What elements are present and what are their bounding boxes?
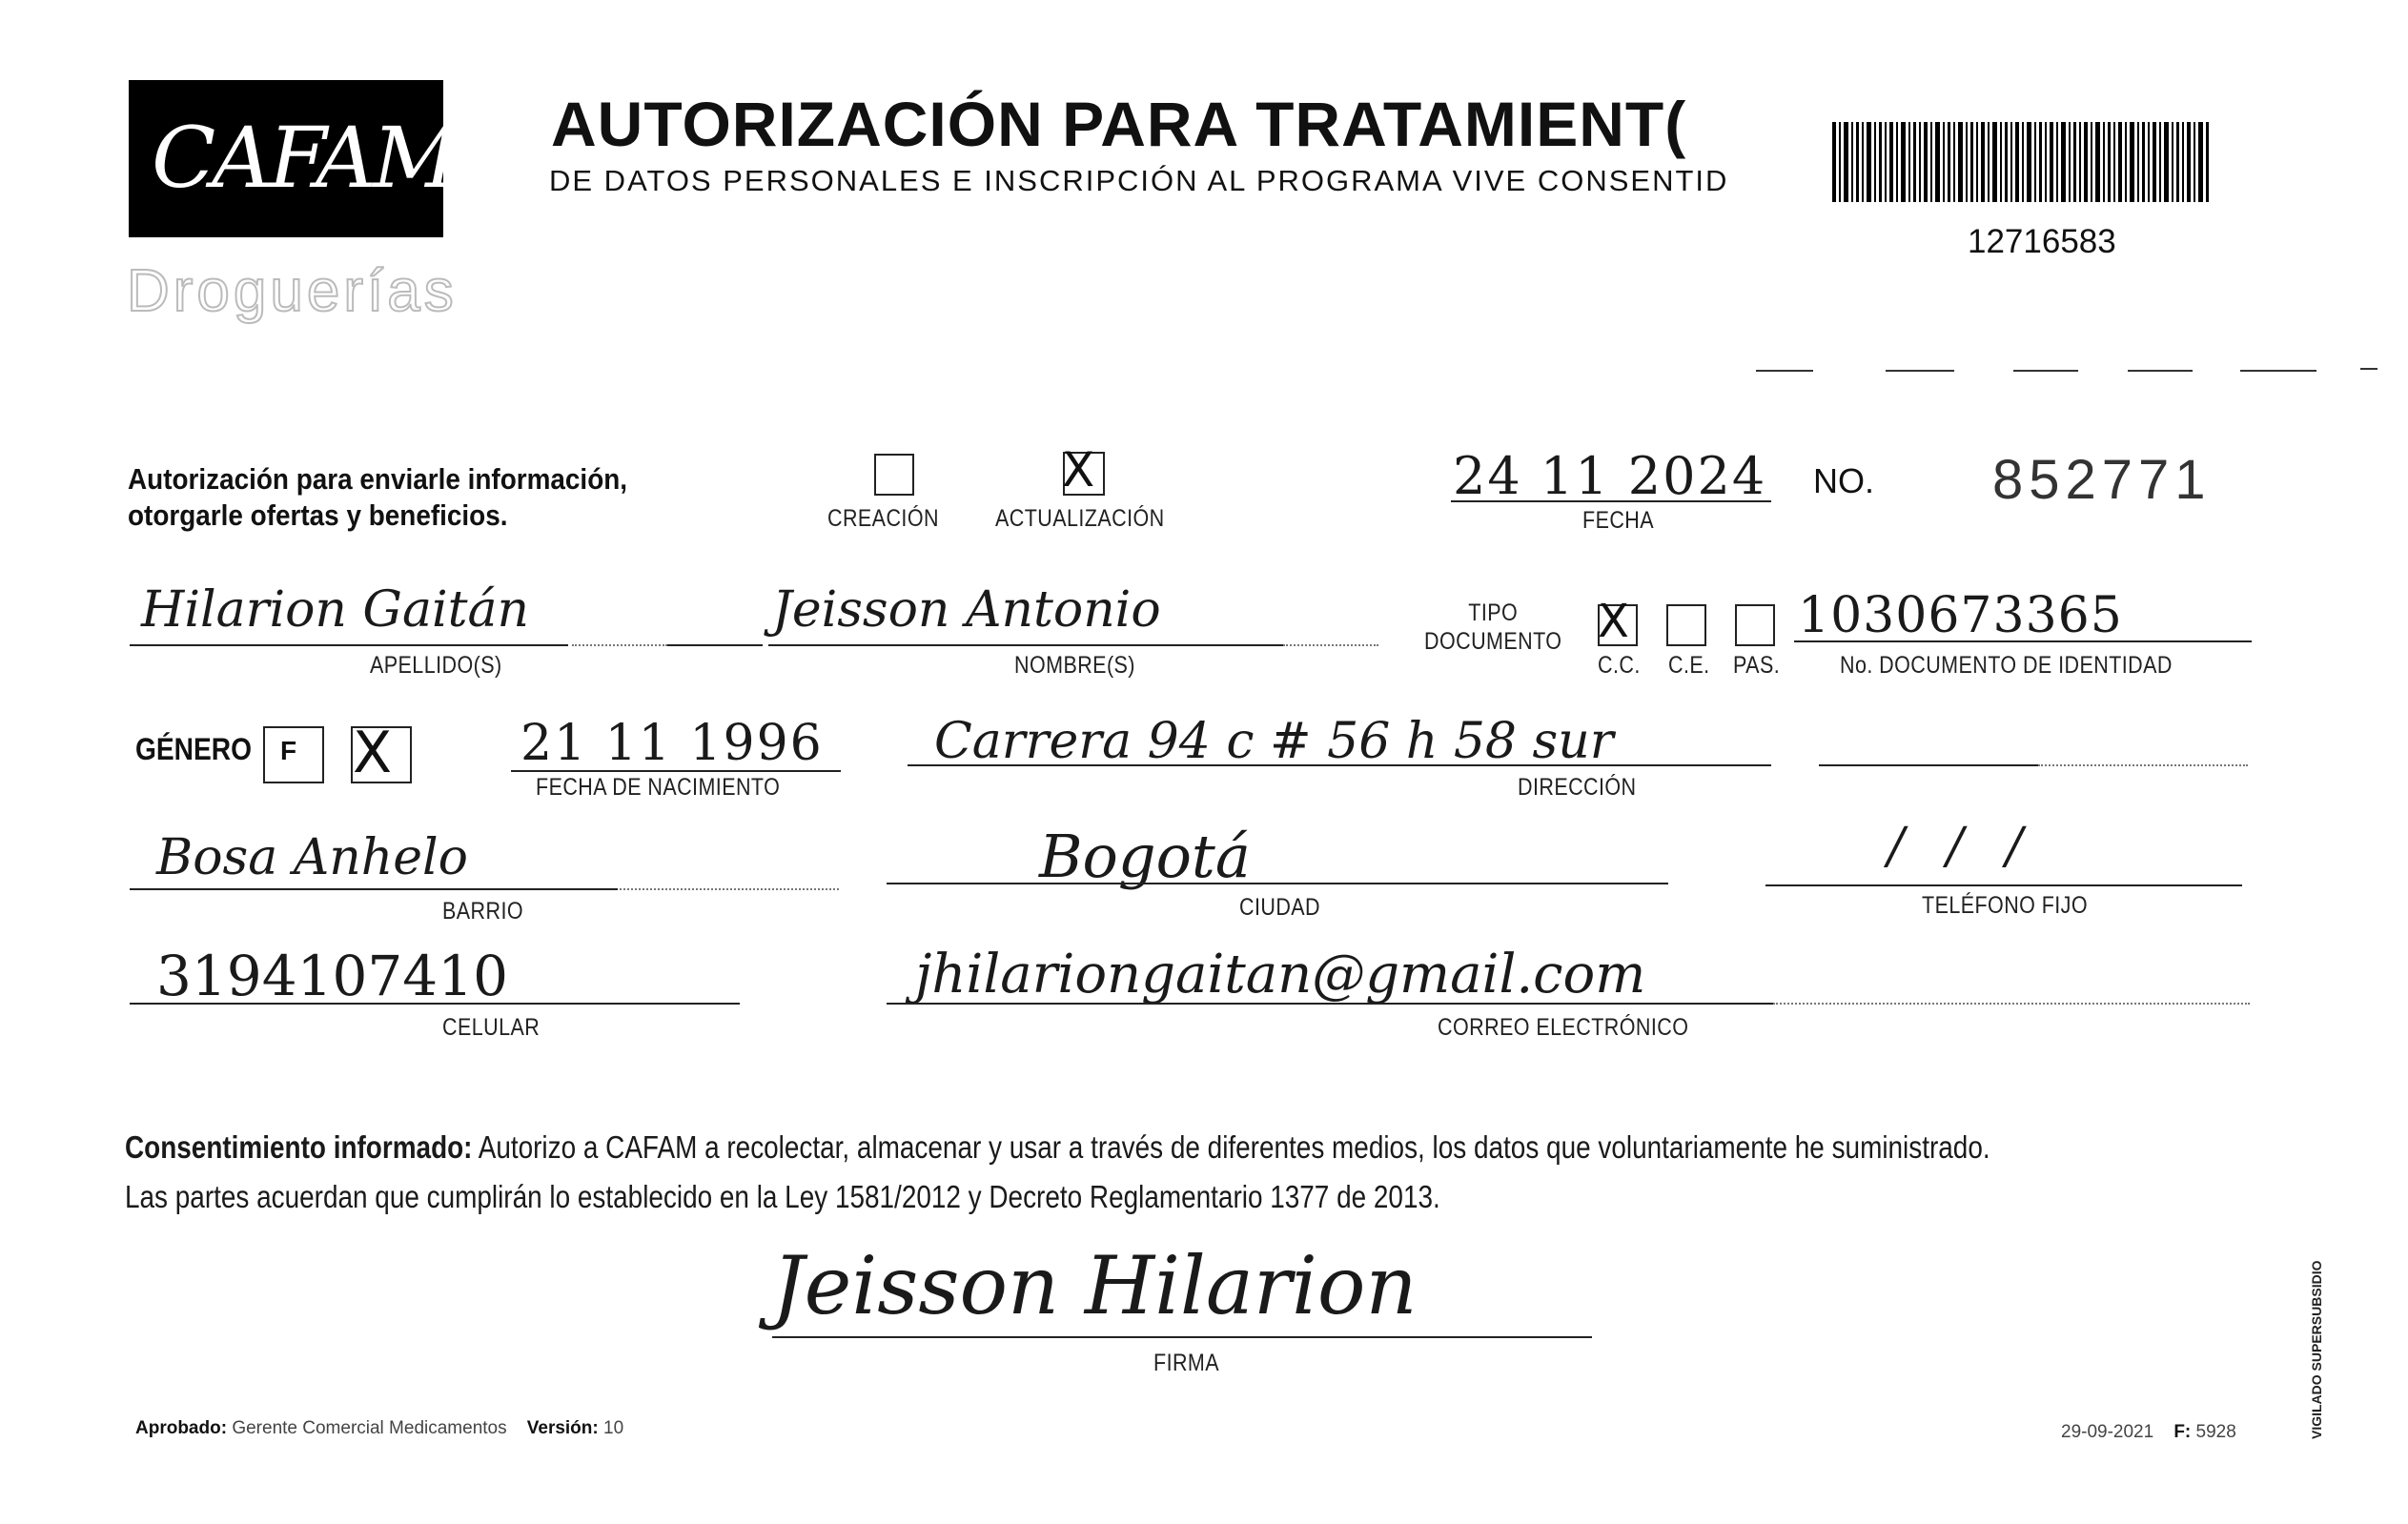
nombres-value: Jeisson Antonio xyxy=(772,581,1161,639)
tipo-documento-line1: TIPO xyxy=(1468,599,1519,626)
cafam-logo xyxy=(129,80,455,237)
genero-label: GÉNERO xyxy=(135,732,253,766)
direccion-label: DIRECCIÓN xyxy=(1518,774,1637,801)
barcode-number: 12716583 xyxy=(1968,223,2116,260)
genero-f-label: F xyxy=(280,736,297,765)
barrio-value: Bosa Anhelo xyxy=(156,829,468,886)
footer-f-label: F: xyxy=(2173,1422,2192,1442)
tipo-documento-line2: DOCUMENTO xyxy=(1424,628,1562,655)
numero-label: NO. xyxy=(1813,461,1875,500)
actualizacion-mark: X xyxy=(1062,442,1095,498)
creacion-label: CREACIÓN xyxy=(827,505,939,532)
consent-bold: Consentimiento informado: xyxy=(125,1129,473,1165)
celular-label: CELULAR xyxy=(442,1014,541,1041)
nombres-label: NOMBRE(S) xyxy=(1014,652,1135,679)
consent-paragraph xyxy=(125,1123,1990,1222)
fecha-label: FECHA xyxy=(1582,507,1655,534)
fecha-value: 24 11 2024 xyxy=(1453,446,1767,506)
ciudad-label: CIUDAD xyxy=(1239,894,1321,921)
footer-fecha xyxy=(2061,1422,2236,1443)
telefono-label: TELÉFONO FIJO xyxy=(1922,892,2089,919)
page-title: AUTORIZACIÓN PARA TRATAMIENT( xyxy=(551,89,1687,159)
nacimiento-label: FECHA DE NACIMIENTO xyxy=(536,774,781,801)
documento-value: 1030673365 xyxy=(1798,587,2123,644)
footer-aprobado xyxy=(135,1418,623,1439)
correo-value: jhilariongaitan@gmail.com xyxy=(915,944,1646,1006)
apellidos-label: APELLIDO(S) xyxy=(370,652,502,679)
documento-label: No. DOCUMENTO DE IDENTIDAD xyxy=(1840,652,2173,679)
intro-line2: otorgarle ofertas y beneficios. xyxy=(128,498,508,532)
ce-checkbox[interactable] xyxy=(1666,604,1706,646)
version-value: 10 xyxy=(603,1418,624,1438)
cc-label: C.C. xyxy=(1598,652,1641,679)
direccion-value: Carrera 94 c # 56 h 58 sur xyxy=(934,713,1614,770)
telefono-value: / / / xyxy=(1888,818,2036,875)
firma-signature: Jeisson Hilarion xyxy=(772,1239,1418,1332)
barcode xyxy=(1832,122,2214,202)
correo-label: CORREO ELECTRÓNICO xyxy=(1438,1014,1689,1041)
tipo-documento-label xyxy=(1424,599,1561,656)
nacimiento-value: 21 11 1996 xyxy=(520,715,824,772)
apellidos-value: Hilarion Gaitán xyxy=(141,581,529,639)
pas-label: PAS. xyxy=(1733,652,1781,679)
cc-mark: X xyxy=(1598,595,1629,648)
actualizacion-label: ACTUALIZACIÓN xyxy=(995,505,1165,532)
ce-label: C.E. xyxy=(1668,652,1710,679)
version-label: Versión: xyxy=(526,1418,599,1438)
consent-line2: Las partes acuerdan que cumplirán lo establecido en la Ley 1581/2012 y Decreto Reglamentario 1377 de 2013. xyxy=(125,1179,1440,1214)
page-subtitle: DE DATOS PERSONALES E INSCRIPCIÓN AL PROGRAMA VIVE CONSENTID xyxy=(549,164,1729,197)
intro-line1: Autorización para enviarle información, xyxy=(128,462,628,496)
barrio-label: BARRIO xyxy=(442,898,524,925)
numero-value: 852771 xyxy=(1992,449,2212,511)
footer-date: 29-09-2021 xyxy=(2061,1422,2154,1442)
droguerias-label: Droguerías xyxy=(127,258,458,324)
intro-text xyxy=(128,461,627,534)
ciudad-value: Bogotá xyxy=(1039,822,1251,891)
aprobado-label: Aprobado: xyxy=(135,1418,228,1438)
vigilado-vertical: VIGILADO SUPERSUBSIDIO xyxy=(2309,1260,2324,1439)
celular-value: 3194107410 xyxy=(156,944,509,1008)
consent-text1: Autorizo a CAFAM a recolectar, almacenar y usar a través de diferentes medios, los datos que voluntariamente he suministrado. xyxy=(472,1129,1990,1165)
firma-label: FIRMA xyxy=(1153,1350,1220,1376)
footer-f-value: 5928 xyxy=(2195,1422,2236,1442)
creacion-checkbox[interactable] xyxy=(874,454,914,496)
genero-m-mark: X xyxy=(353,720,393,786)
cafam-logo-text: CAFAM xyxy=(152,109,455,207)
consent-line1 xyxy=(125,1123,1990,1172)
pas-checkbox[interactable] xyxy=(1735,604,1775,646)
aprobado-value: Gerente Comercial Medicamentos xyxy=(232,1418,507,1438)
